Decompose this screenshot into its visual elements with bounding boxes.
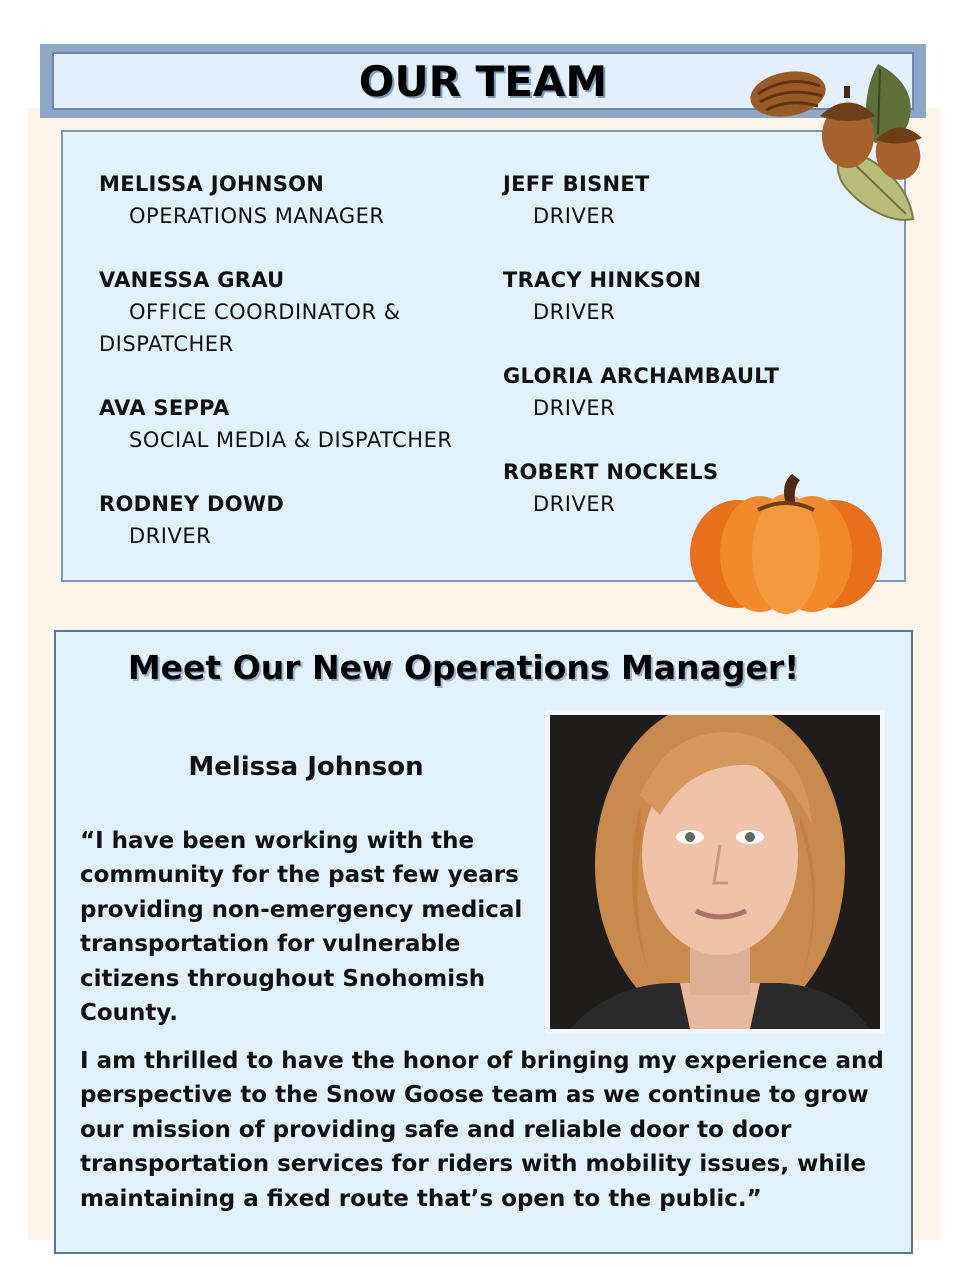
member-role: DRIVER (533, 204, 616, 228)
team-member (99, 264, 499, 360)
pumpkin-icon (688, 470, 884, 616)
member-name: JEFF BISNET (503, 172, 650, 196)
member-name: GLORIA ARCHAMBAULT (503, 364, 780, 388)
team-member (503, 264, 863, 328)
team-member (99, 392, 499, 456)
member-name: MELISSA JOHNSON (99, 172, 325, 196)
team-member (99, 168, 499, 232)
member-role-continued: DISPATCHER (99, 332, 234, 356)
team-member (99, 488, 499, 552)
member-role: SOCIAL MEDIA & DISPATCHER (129, 428, 453, 452)
team-member (503, 360, 863, 424)
portrait-image (550, 715, 880, 1029)
feature-title: Meet Our New Operations Manager! (127, 648, 800, 687)
member-role: DRIVER (533, 300, 616, 324)
team-column-left (99, 168, 499, 584)
member-name: ROBERT NOCKELS (503, 460, 719, 484)
member-role: DRIVER (533, 492, 616, 516)
quote-paragraph-2: I am thrilled to have the honor of bringing my experience and perspective to the Snow Goose team as we continue to grow our mission of providing safe and reliable door to door transportation services for riders with mobility issues, while maintaining a fixed route that’s open to the public.” (80, 1048, 884, 1212)
profile-photo (545, 710, 885, 1034)
member-name: RODNEY DOWD (99, 492, 285, 516)
quote-paragraph-1: “I have been working with the community for the past few years providing non-emergency medical transportation for vulnerable citizens throughout Snohomish County. (80, 828, 523, 1027)
feature-panel (54, 630, 913, 1254)
member-role: DRIVER (129, 524, 212, 548)
person-name: Melissa Johnson (188, 752, 424, 782)
page-title: OUR TEAM (358, 56, 608, 106)
member-role: DRIVER (533, 396, 616, 420)
member-role: OFFICE COORDINATOR & (129, 300, 401, 324)
member-name: AVA SEPPA (99, 396, 230, 420)
acorn-leaf-icon (748, 54, 928, 229)
member-name: TRACY HINKSON (503, 268, 702, 292)
member-role: OPERATIONS MANAGER (129, 204, 385, 228)
member-name: VANESSA GRAU (99, 268, 285, 292)
